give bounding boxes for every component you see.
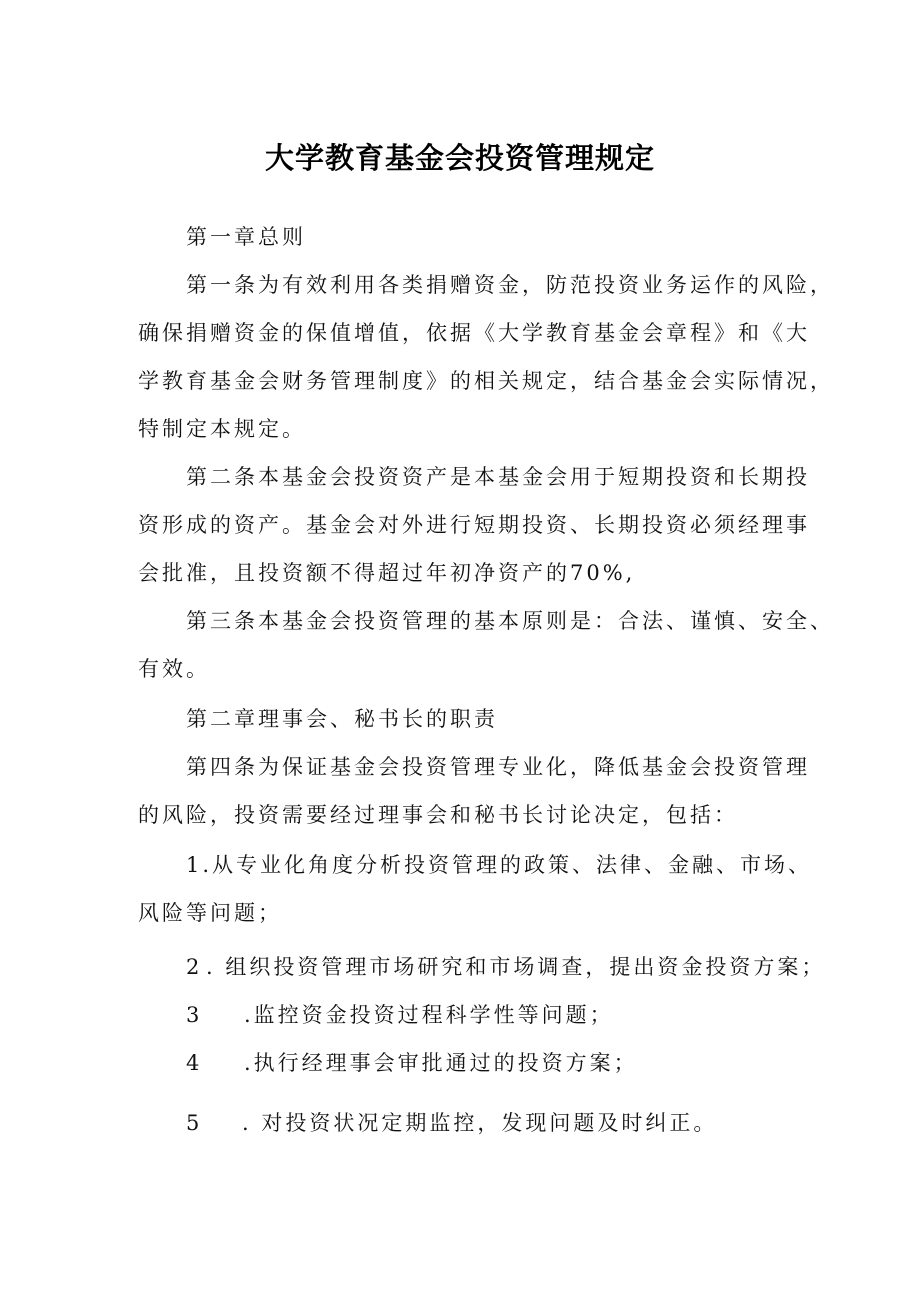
article-4-line-1: 第四条为保证基金会投资管理专业化，降低基金会投资管理 [186,755,810,779]
list-item-2-number: 2 [186,955,200,979]
article-1-line-3: 学教育基金会财务管理制度》的相关规定，结合基金会实际情况， [138,369,834,393]
list-item-3-number: 3 [186,1003,200,1027]
list-item-1-line-2: 风险等问题； [138,901,282,925]
list-item-5-text: . 对投资状况定期监控，发现问题及时纠正。 [242,1111,718,1135]
list-item-2-text: . 组织投资管理市场研究和市场调查，提出资金投资方案； [206,955,826,979]
document-title: 大学教育基金会投资管理规定 [264,141,655,175]
list-item-4-number: 4 [186,1051,200,1075]
article-2-line-3: 会批准，且投资额不得超过年初净资产的70%, [138,561,636,585]
article-2-line-1: 第二条本基金会投资资产是本基金会用于短期投资和长期投 [186,465,810,489]
article-3-line-2: 有效。 [138,657,210,681]
chapter-1-heading: 第一章总则 [186,225,306,249]
article-1-line-2: 确保捐赠资金的保值增值，依据《大学教育基金会章程》和《大 [138,321,810,345]
list-item-1-line-1: 1.从专业化角度分析投资管理的政策、法律、金融、市场、 [186,853,813,877]
article-3-line-1: 第三条本基金会投资管理的基本原则是：合法、谨慎、安全、 [186,609,834,633]
list-item-3-text: .监控资金投资过程科学性等问题； [244,1003,614,1027]
article-2-line-2: 资形成的资产。基金会对外进行短期投资、长期投资必须经理事 [138,513,810,537]
list-item-4-text: .执行经理事会审批通过的投资方案； [244,1051,638,1075]
article-1-line-1: 第一条为有效利用各类捐赠资金，防范投资业务运作的风险， [186,273,834,297]
article-4-line-2: 的风险，投资需要经过理事会和秘书长讨论决定，包括： [138,803,738,827]
list-item-5-number: 5 [186,1111,200,1135]
chapter-2-heading: 第二章理事会、秘书长的职责 [186,707,498,731]
article-1-line-4: 特制定本规定。 [138,417,306,441]
